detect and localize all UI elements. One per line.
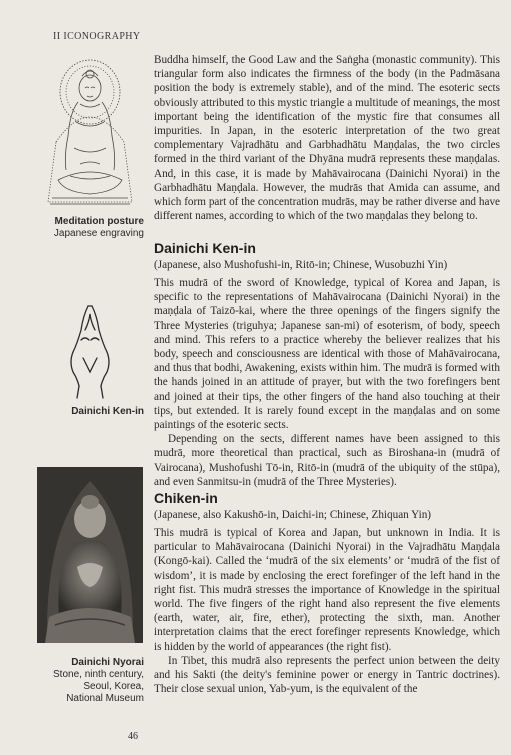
figure-caption <box>36 406 144 418</box>
figure-caption-line: Stone, ninth century, <box>53 669 144 680</box>
figure-title: Meditation posture <box>54 216 144 227</box>
buddha-engraving-icon <box>36 52 144 212</box>
intro-text-block <box>154 53 500 223</box>
hands-mudra-icon <box>55 300 125 400</box>
section-heading: Dainichi Ken-in <box>154 240 256 256</box>
section-body <box>154 526 500 696</box>
figure-meditation-posture <box>36 52 144 240</box>
body-paragraph: Depending on the sects, different names have been assigned to this mudrā, more theoretical than practical, such as Biroshana-in (mudrā of Vairocana), Mushofushi Tō-in, Ritō-in (mudrā of the ubiquity of the stūpa), and even Sanmitsu-in (mudrā of the Three Mysteries). <box>154 433 500 488</box>
body-paragraph: This mudrā of the sword of Knowledge, typical of Korea and Japan, is specific to the representations of Mahāvairocana (Dainichi Nyorai) in the maṇḍala of Taizō-kai, where the three openings of the fingers signify the Three Mysteries (triguhya; Japanese san-mi) of esoterism, of body, speech and mind. This refers to a practice whereby the believer realizes that his body, speech and consciousness are identical with those of Mahāvairocana, and thus that bodhi, Awakening, exists within him. The mudrā is formed with the hands joined in an attitude of prayer, but with the two forefingers bent and joined at their tips, the other fingers of the hand also touching at their tips, but extended. It is rarely found except in the maṇḍalas and on some paintings of the esoteric sects. <box>154 277 500 432</box>
figure-caption <box>36 657 144 705</box>
running-head: II ICONOGRAPHY <box>53 31 141 42</box>
section-subline: (Japanese, also Mushofushi-in, Ritō-in; Chinese, Wusobuzhi Yin) <box>154 259 448 271</box>
section-subline: (Japanese, also Kakushō-in, Daichi-in; Chinese, Zhiquan Yin) <box>154 509 432 521</box>
stone-buddha-photo-icon <box>37 467 143 643</box>
section-heading: Chiken-in <box>154 490 218 506</box>
section-body <box>154 276 500 489</box>
figure-caption <box>36 216 144 240</box>
figure-dainichi-ken-in <box>36 300 144 418</box>
intro-paragraph: Buddha himself, the Good Law and the Saṅgha (monastic community). This triangular form also indicates the firmness of the body (in the Padmāsana position the body is extremely stable), and of the mind. The esoteric sects obviously attributed to this mystic triangle a multitude of meanings, the most important being the identification of the mystic fire that consumes all impurities. In Japan, in the esoteric interpretation of the two great complementary Vajradhātu and Garbhadhātu Maṇḍalas, the two circles formed in the third variant of the Dhyāna mudrā represents these maṇḍalas. And, in this case, it is made by Mahāvairocana (Dainichi Nyorai) in the Garbhadhātu Maṇḍala. However, the mudrās that Amida can assume, and which form part of the concentration mudrās, may be rather diverse and have different names, according to which of the two maṇḍalas they belong to. <box>154 54 500 223</box>
figure-caption-line: National Museum <box>66 693 144 704</box>
figure-dainichi-nyorai <box>36 467 144 705</box>
body-paragraph: In Tibet, this mudrā also represents the perfect union between the deity and his Sakti (the deity's feminine power or energy in Tantric doctrines). Their close sexual union, Yab-yum, is the equivalent of the <box>154 654 500 696</box>
figure-subtitle: Japanese engraving <box>53 228 144 239</box>
body-paragraph: This mudrā is typical of Korea and Japan, but unknown in India. It is particular to Mahāvairocana (Dainichi Nyorai) in the Vajradhātu Maṇḍala (Kongō-kai). Called the ‘mudrā of the six elements’ or ‘mudrā of the fist of wisdom’, it is made by enclosing the erect forefinger of the left hand in the right fist. This mudrā stresses the importance of Knowledge in the spiritual world. The five fingers of the right hand also represent the five elements (earth, water, air, fire, ether), protecting the sixth, man. Another interpretation claims that the erect forefinger represents Knowledge, which is hidden by the world of appearances (the right fist). <box>154 527 500 653</box>
figure-title: Dainichi Ken-in <box>71 406 144 417</box>
page-number: 46 <box>128 731 138 742</box>
figure-caption-line: Seoul, Korea, <box>83 681 144 692</box>
figure-title: Dainichi Nyorai <box>71 657 144 668</box>
